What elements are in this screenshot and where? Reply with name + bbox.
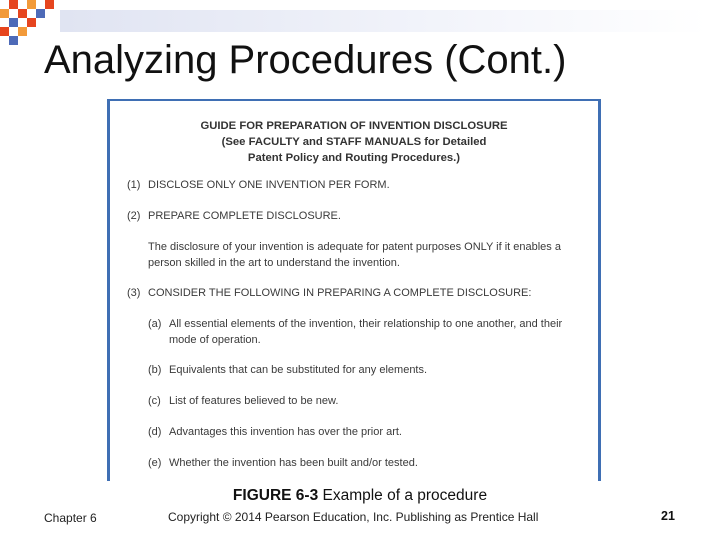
figure-heading-line: GUIDE FOR PREPARATION OF INVENTION DISCLOSURE (200, 120, 508, 132)
figure-heading-line: Patent Policy and Routing Procedures.) (247, 152, 461, 164)
subitem-text: Whether the invention has been built and/or tested. (169, 457, 418, 469)
page-number: 21 (661, 509, 675, 523)
subitem-label: (a) (148, 318, 162, 330)
subitem-text: Equivalents that can be substituted for any elements. (169, 364, 428, 376)
item-text: CONSIDER THE FOLLOWING IN PREPARING A COMPLETE DISCLOSURE: (148, 287, 532, 299)
title-bar-decoration (60, 10, 708, 32)
paragraph-line: The disclosure of your invention is adequate for patent purposes ONLY if it enables a (148, 241, 561, 253)
subitem-text: Advantages this invention has over the prior art. (169, 426, 402, 438)
subitem-text: All essential elements of the invention, their relationship to one another, and their (169, 318, 563, 330)
procedure-figure (107, 99, 601, 481)
figure-caption-label: FIGURE 6-3 (232, 487, 319, 504)
footer-chapter: Chapter 6 (44, 511, 97, 525)
subitem-label: (b) (148, 364, 162, 376)
figure-heading (110, 118, 598, 166)
item-text: DISCLOSE ONLY ONE INVENTION PER FORM. (148, 179, 390, 191)
figure-caption (0, 487, 720, 505)
paragraph-line: person skilled in the art to understand the invention. (148, 257, 400, 269)
subitem-text: List of features believed to be new. (169, 395, 339, 407)
item-number: (2) (127, 210, 141, 222)
item-text: PREPARE COMPLETE DISCLOSURE. (148, 210, 341, 222)
subitem-text: mode of operation. (169, 334, 261, 346)
subitem-label: (c) (148, 395, 161, 407)
subitem-label: (d) (148, 426, 162, 438)
item-number: (1) (127, 179, 141, 191)
figure-caption-text: Example of a procedure (318, 487, 488, 504)
subitem-label: (e) (148, 457, 162, 469)
figure-heading-line: (See FACULTY and STAFF MANUALS for Detailed (221, 136, 487, 148)
item-number: (3) (127, 287, 141, 299)
slide-title: Analyzing Procedures (Cont.) (44, 38, 567, 82)
footer-copyright: Copyright © 2014 Pearson Education, Inc. Publishing as Prentice Hall (168, 510, 539, 524)
